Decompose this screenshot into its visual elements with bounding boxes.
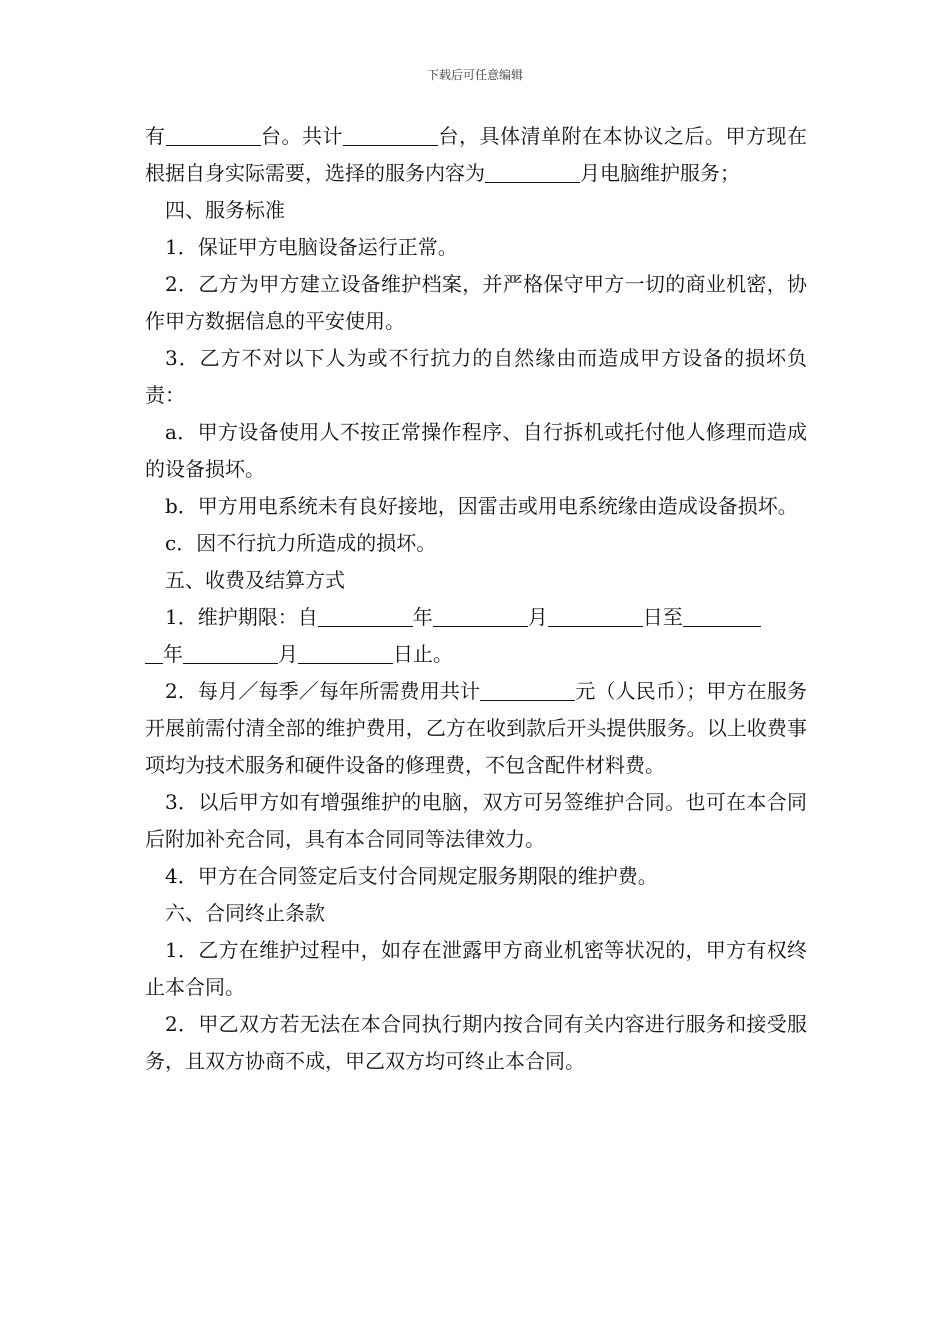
clause-4-3: 3．乙方不对以下人为或不行抗力的自然缘由而造成甲方设备的损坏负责：	[145, 346, 807, 407]
section-heading-service-standard: 四、服务标准	[165, 198, 285, 222]
paragraph-text: 2．每月／每季／每年所需费用共计	[165, 679, 481, 703]
clause-4-2: 2．乙方为甲方建立设备维护档案，并严格保守甲方一切的商业机密，协作甲方数据信息的平安使用。	[145, 272, 807, 333]
paragraph-text: 日至	[642, 605, 683, 629]
fill-blank	[145, 637, 163, 664]
clause-4-1: 1．保证甲方电脑设备运行正常。	[165, 235, 458, 259]
section-heading-termination: 六、合同终止条款	[165, 901, 325, 925]
paragraph-text: 1．维护期限：自	[165, 605, 318, 629]
fill-blank	[548, 600, 643, 627]
contract-body	[145, 118, 807, 1080]
clause-4-3-c: c．因不行抗力所造成的损坏。	[165, 531, 437, 555]
page-header: 下载后可任意编辑	[426, 68, 523, 82]
fill-blank	[298, 637, 393, 664]
paragraph-text: 日止。	[393, 642, 453, 666]
clause-6-1: 1．乙方在维护过程中，如存在泄露甲方商业机密等状况的，甲方有权终止本合同。	[145, 938, 807, 999]
paragraph-text: 月	[278, 642, 298, 666]
clause-5-2	[145, 673, 807, 784]
clause-5-4: 4．甲方在合同签定后支付合同规定服务期限的维护费。	[165, 864, 658, 888]
paragraph-text: 台。共计	[260, 124, 343, 148]
paragraph-device-count	[145, 118, 807, 192]
fill-blank	[433, 600, 528, 627]
fill-blank	[480, 674, 575, 701]
paragraph-text: 台，具体清单附在本协议之后。甲方现在根据自身实际需要，选择的服务内容为	[145, 124, 807, 185]
paragraph-text: 年	[412, 605, 433, 629]
clause-5-1	[145, 599, 807, 673]
fill-blank	[183, 637, 278, 664]
clause-4-3-b: b．甲方用电系统未有良好接地，因雷击或用电系统缘由造成设备损坏。	[165, 494, 798, 518]
paragraph-text: 月电脑维护服务；	[580, 161, 740, 185]
paragraph-text: 年	[163, 642, 183, 666]
fill-blank	[485, 156, 580, 183]
clause-5-3: 3．以后甲方如有增强维护的电脑，双方可另签维护合同。也可在本合同后附加补充合同，具有本合同同等法律效力。	[145, 790, 807, 851]
fill-blank	[166, 119, 261, 146]
clause-4-3-a: a．甲方设备使用人不按正常操作程序、自行拆机或托付他人修理而造成的设备损坏。	[145, 420, 807, 481]
fill-blank	[343, 119, 438, 146]
clause-6-2: 2．甲乙双方若无法在本合同执行期内按合同有关内容进行服务和接受服务，且双方协商不成，甲乙双方均可终止本合同。	[145, 1012, 807, 1073]
paragraph-text: 元（人民币）；甲方在服务开展前需付清全部的维护费用，乙方在收到款后开头提供服务。以上收费事项均为技术服务和硬件设备的修理费，不包含配件材料费。	[145, 679, 807, 777]
section-heading-fees: 五、收费及结算方式	[165, 568, 345, 592]
fill-blank	[683, 600, 761, 627]
paragraph-text: 月	[527, 605, 548, 629]
paragraph-text: 有	[145, 124, 166, 148]
fill-blank	[318, 600, 413, 627]
